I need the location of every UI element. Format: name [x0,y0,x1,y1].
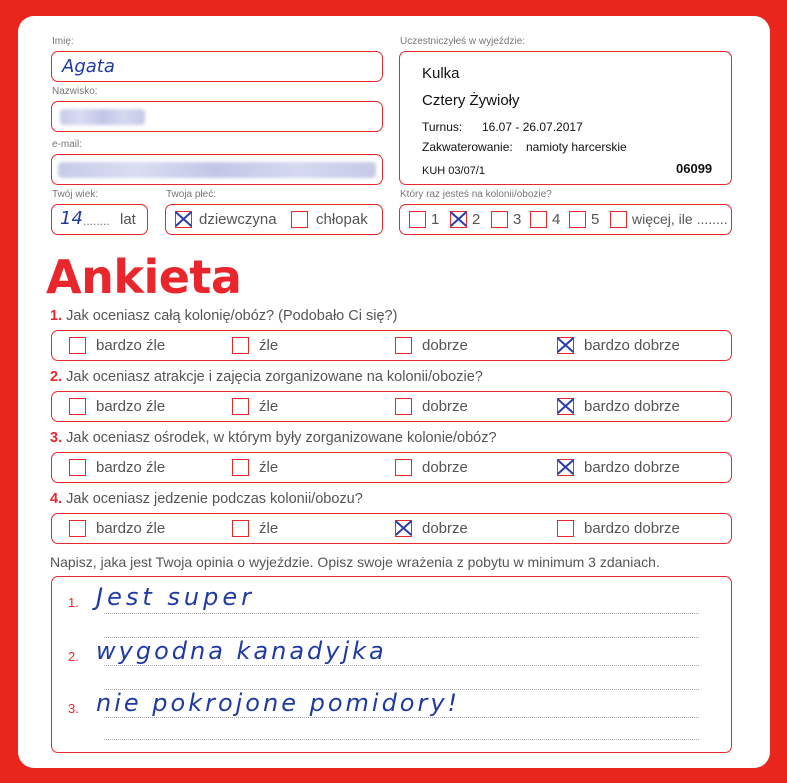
opinion-line-3: nie pokrojone pomidory! [96,689,461,717]
opinion-line-2: wygodna kanadyjka [96,637,387,665]
uczestnik-label: Uczestniczyłeś w wyjeździe: [400,36,526,47]
option-raz-wiecej: więcej, ile ........ [632,211,728,227]
zakwaterowanie-label: Zakwaterowanie: [422,140,513,154]
opinion-num-3: 3. [68,701,79,716]
imie-label: Imię: [52,36,74,47]
turnus-label: Turnus: [422,120,463,134]
option-label: źle [259,520,279,537]
email-label: e-mail: [52,139,83,150]
camp-code: KUH 03/07/1 [422,165,485,177]
turnus-value: 16.07 - 26.07.2017 [482,120,583,134]
option-label: bardzo źle [96,520,166,537]
checkbox-raz-1[interactable] [409,211,426,228]
option-label: bardzo dobrze [584,459,680,476]
option-label: dobrze [422,337,468,354]
checkbox-q1-option-4[interactable] [557,337,574,354]
checkbox-q1-option-2[interactable] [232,337,249,354]
ktory-raz-field [399,204,732,235]
imie-field[interactable] [51,51,383,82]
opinion-num-2: 2. [68,649,79,664]
option-label: bardzo źle [96,398,166,415]
question-3-answers [51,452,732,483]
opinion-rule [104,739,699,740]
question-label: Jak oceniasz ośrodek, w którym były zorganizowane kolonie/obóz? [66,430,497,446]
question-4-text [50,491,363,507]
option-dziewczyna: dziewczyna [199,211,277,228]
ktory-raz-label: Który raz jesteś na kolonii/obozie? [400,189,552,200]
checkbox-raz-4[interactable] [530,211,547,228]
checkbox-q2-option-3[interactable] [395,398,412,415]
opinion-prompt: Napisz, jaka jest Twoja opinia o wyjeździe. Opisz swoje wrażenia z pobytu w minimum 3 zdaniach. [50,554,660,570]
redacted-surname [60,109,145,125]
nazwisko-field[interactable] [51,101,383,132]
checkbox-raz-2[interactable] [450,211,467,228]
question-label: Jak oceniasz jedzenie podczas kolonii/obozu? [66,491,363,507]
page-title: Ankieta [46,250,242,304]
checkbox-q2-option-4[interactable] [557,398,574,415]
option-label: dobrze [422,398,468,415]
camp-name: Kulka [422,65,460,82]
opinion-box[interactable] [51,576,732,753]
question-2-text [50,369,483,385]
question-1-answers [51,330,732,361]
checkbox-chlopak[interactable] [291,211,308,228]
wiek-dots: ........ [83,214,110,228]
checkbox-q3-option-1[interactable] [69,459,86,476]
option-raz-5: 5 [591,211,600,228]
checkbox-q1-option-3[interactable] [395,337,412,354]
checkbox-q1-option-1[interactable] [69,337,86,354]
option-raz-1: 1 [431,211,440,228]
checkbox-q2-option-2[interactable] [232,398,249,415]
opinion-rule [104,613,699,614]
option-chlopak: chłopak [316,211,368,228]
plec-field [165,204,383,235]
camp-info-box [399,51,732,185]
redacted-email [58,162,376,178]
option-label: dobrze [422,459,468,476]
option-label: źle [259,337,279,354]
option-label: źle [259,459,279,476]
wiek-value: 14 [60,208,83,229]
option-label: bardzo źle [96,459,166,476]
option-label: dobrze [422,520,468,537]
opinion-num-1: 1. [68,595,79,610]
option-raz-4: 4 [552,211,561,228]
question-1-text [50,308,397,324]
checkbox-q4-option-1[interactable] [69,520,86,537]
question-number: 2. [50,369,63,385]
checkbox-dziewczyna[interactable] [175,211,192,228]
plec-label: Twoja płeć: [166,189,217,200]
question-label: Jak oceniasz atrakcje i zajęcia zorganizowane na kolonii/obozie? [66,369,483,385]
wiek-label: Twój wiek: [52,189,99,200]
checkbox-raz-3[interactable] [491,211,508,228]
question-label: Jak oceniasz całą kolonię/obóz? (Podobało Ci się?) [66,308,398,324]
checkbox-q3-option-4[interactable] [557,459,574,476]
camp-theme: Cztery Żywioły [422,92,520,109]
option-raz-3: 3 [513,211,522,228]
question-number: 4. [50,491,63,507]
checkbox-q4-option-2[interactable] [232,520,249,537]
zakwaterowanie-value: namioty harcerskie [526,140,627,154]
question-number: 1. [50,308,63,324]
question-4-answers [51,513,732,544]
checkbox-raz-5[interactable] [569,211,586,228]
option-label: bardzo dobrze [584,520,680,537]
question-2-answers [51,391,732,422]
imie-value: Agata [62,56,115,77]
nazwisko-label: Nazwisko: [52,86,98,97]
email-field[interactable] [51,154,383,185]
checkbox-q2-option-1[interactable] [69,398,86,415]
checkbox-raz-wiecej[interactable] [610,211,627,228]
opinion-rule [104,665,699,666]
option-label: bardzo źle [96,337,166,354]
wiek-field[interactable] [51,204,148,235]
survey-sheet [18,16,770,768]
question-number: 3. [50,430,63,446]
checkbox-q4-option-3[interactable] [395,520,412,537]
option-raz-2: 2 [472,211,481,228]
checkbox-q3-option-3[interactable] [395,459,412,476]
option-label: bardzo dobrze [584,398,680,415]
checkbox-q4-option-4[interactable] [557,520,574,537]
checkbox-q3-option-2[interactable] [232,459,249,476]
camp-number: 06099 [676,161,713,176]
opinion-line-1: Jest super [96,583,255,611]
question-3-text [50,430,497,446]
opinion-rule [104,717,699,718]
option-label: źle [259,398,279,415]
wiek-unit: lat [120,211,136,228]
option-label: bardzo dobrze [584,337,680,354]
